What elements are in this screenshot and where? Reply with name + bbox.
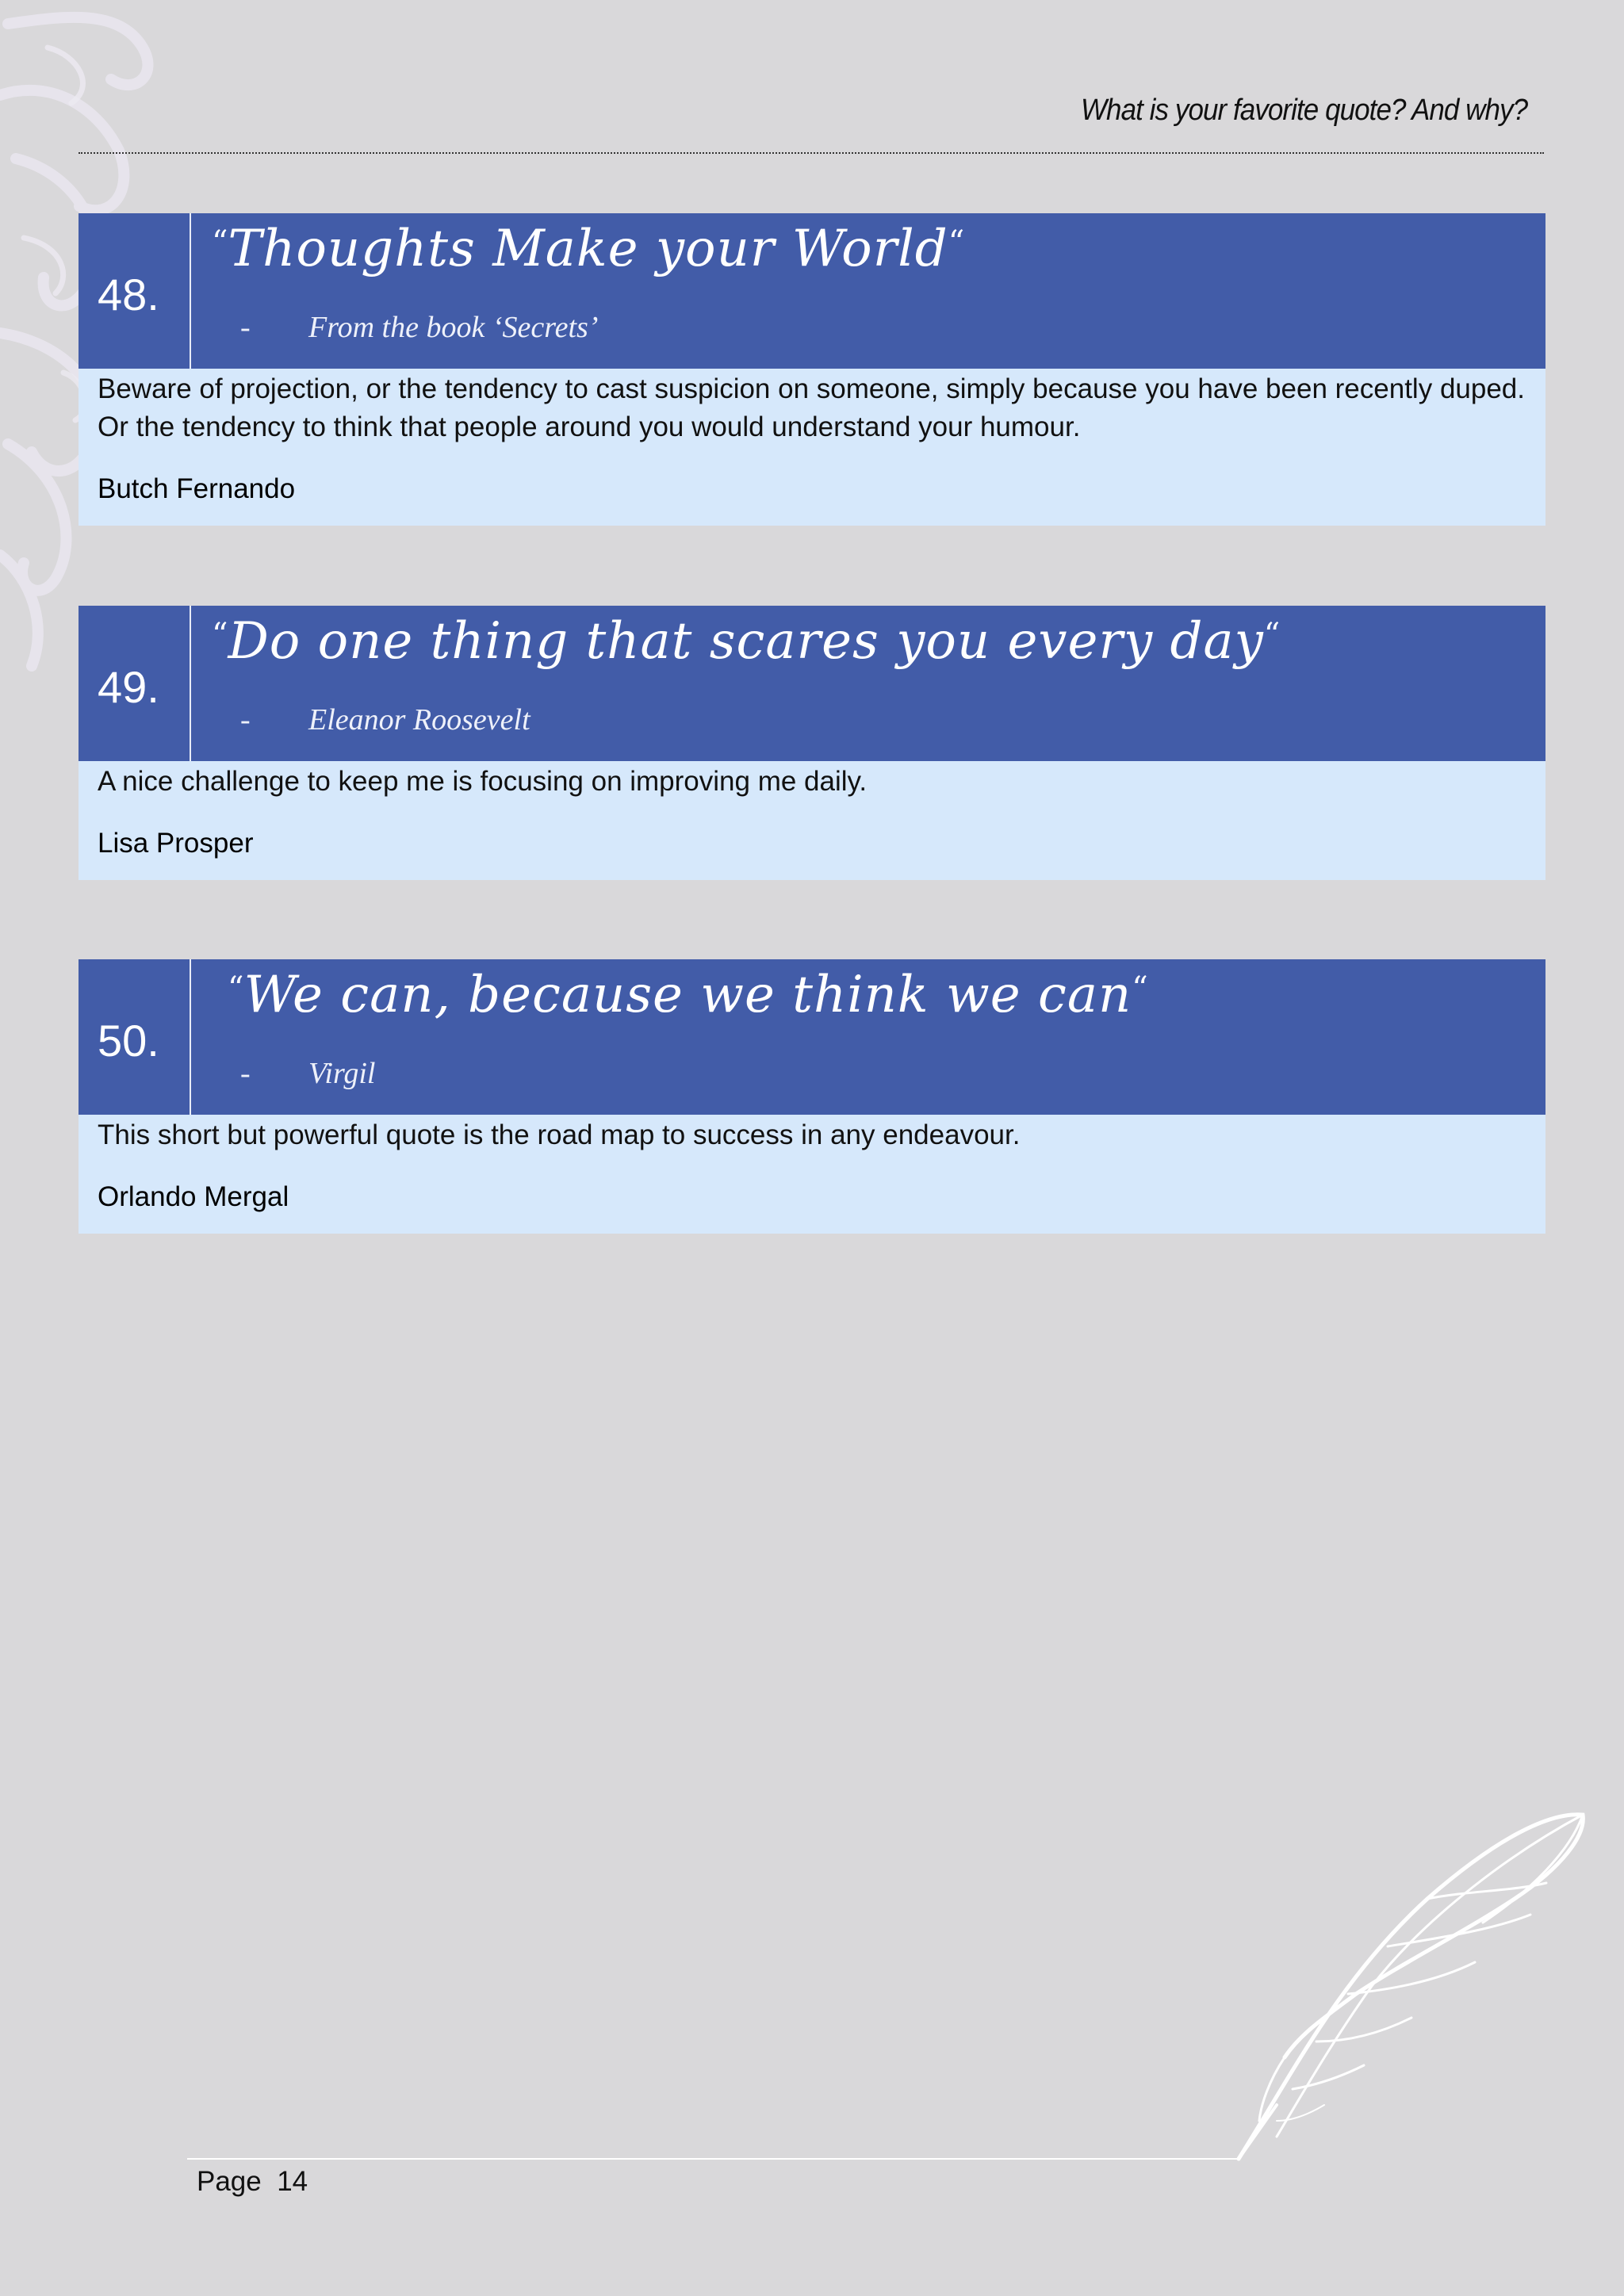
- close-quote-mark: “: [1263, 617, 1281, 653]
- entry-author: Orlando Mergal: [98, 1181, 289, 1212]
- source-text: Eleanor Roosevelt: [308, 703, 530, 737]
- quote-body: [79, 761, 1545, 880]
- header-divider: [79, 152, 1544, 154]
- quote-header-band: [79, 959, 1545, 1115]
- quote-header-band: [79, 606, 1545, 761]
- source-dash: -: [240, 311, 251, 344]
- quote-text: Do one thing that scares you every day: [228, 612, 1264, 671]
- quote-line: [212, 612, 1280, 671]
- page-header-title: What is your favorite quote? And why?: [1080, 94, 1527, 127]
- quote-source: [240, 310, 598, 345]
- entry-number: 48.: [79, 213, 191, 369]
- footer-divider: [187, 2158, 1239, 2160]
- entry-explanation: This short but powerful quote is the road map to success in any endeavour.: [98, 1119, 1021, 1150]
- open-quote-mark: “: [228, 970, 244, 1007]
- entry-number: 50.: [79, 959, 191, 1115]
- entry-author: Butch Fernando: [98, 473, 296, 504]
- open-quote-mark: “: [212, 224, 228, 261]
- source-text: From the book ‘Secrets’: [308, 311, 599, 344]
- entry-explanation: A nice challenge to keep me is focusing on improving me daily.: [98, 766, 868, 797]
- quote-area: [191, 213, 1545, 369]
- entry-number: 49.: [79, 606, 191, 761]
- quote-area: [191, 606, 1545, 761]
- close-quote-mark: “: [948, 224, 965, 261]
- source-text: Virgil: [308, 1057, 376, 1090]
- entry-explanation: Beware of projection, or the tendency to cast suspicion on someone, simply because you have been recently duped. Or the tendency to think that people around you would understand your humour.: [98, 373, 1525, 442]
- quote-body: [79, 1115, 1545, 1234]
- open-quote-mark: “: [212, 617, 228, 653]
- entry-author: Lisa Prosper: [98, 828, 254, 859]
- feather-icon: [1229, 1804, 1594, 2168]
- quote-body: [79, 369, 1545, 526]
- source-dash: -: [240, 703, 251, 737]
- quote-header-band: [79, 213, 1545, 369]
- quote-entry: [79, 959, 1545, 1234]
- quote-source: [240, 1056, 375, 1091]
- quote-text: We can, because we think we can: [243, 966, 1132, 1024]
- source-dash: -: [240, 1057, 251, 1090]
- page-number: Page 14: [197, 2166, 308, 2197]
- quote-area: [191, 959, 1545, 1115]
- close-quote-mark: “: [1132, 970, 1148, 1007]
- quote-entry: [79, 606, 1545, 880]
- quote-line: [228, 966, 1148, 1024]
- quote-source: [240, 702, 530, 737]
- quote-line: [212, 220, 964, 278]
- quote-text: Thoughts Make your World: [228, 220, 948, 278]
- quote-entry: [79, 213, 1545, 526]
